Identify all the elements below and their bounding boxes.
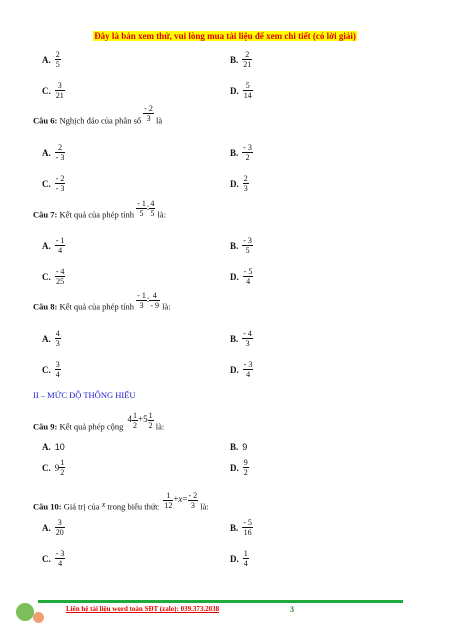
footer-contact: Liên hệ tài liệu word toán SĐT (zalo): 039.373.2038 [66, 605, 220, 613]
expression: $\frac{- 1}{3}$ : $\frac{4}{- 9}$ [137, 291, 160, 310]
fraction: $\frac{- 2}{3}$ [144, 104, 153, 123]
option-a: A. $\frac{2}{5}$ [42, 50, 60, 69]
fraction: $\frac{3}{21}$ [55, 81, 64, 100]
q8-option-c: C. $\frac{3}{4}$ [42, 360, 60, 379]
fraction: $\frac{2}{5}$ [55, 50, 60, 69]
q8-option-b: B. $\frac{- 4}{3}$ [230, 329, 252, 348]
fraction: $\frac{5}{14}$ [243, 81, 252, 100]
q9-option-d: D. $\frac{9}{2}$ [230, 458, 248, 477]
preview-banner [0, 26, 450, 44]
q9-option-c: C. 9 $\frac{1}{2}$ [42, 458, 65, 477]
q8-option-a: A. $\frac{4}{3}$ [42, 329, 60, 348]
question-9: Câu 9: Kết quả phép cộng 4 $\frac{1}{2}$ +5 $\frac{1}{2}$ là: [33, 411, 165, 432]
question-6: Câu 6: Nghịch đảo của phân số $\frac{- 2}{3}$ là [33, 104, 163, 126]
q6-option-d: D. $\frac{2}{3}$ [230, 174, 248, 193]
question-8: Câu 8: Kết quả của phép tính $\frac{- 1}{3}$ : $\frac{4}{- 9}$ là: [33, 291, 171, 312]
q7-option-d: D. $\frac{- 5}{4}$ [230, 267, 253, 286]
q10-option-a: A. $\frac{3}{20}$ [42, 518, 64, 537]
question-7: Câu 7: Kết quả của phép tính $\frac{- 1}{5}$ : $\frac{4}{5}$ là: [33, 199, 166, 220]
section-heading: II – MỨC ĐỘ THÔNG HIỂU [33, 390, 136, 400]
option-b: B. $\frac{2}{21}$ [230, 50, 252, 69]
q7-option-b: B. $\frac{- 3}{5}$ [230, 236, 252, 255]
q8-option-d: D. $\frac{- 3}{4}$ [230, 360, 253, 379]
footer-divider [38, 600, 403, 603]
q10-option-b: B. $\frac{- 5}{16}$ [230, 518, 252, 537]
question-10: Câu 10: Giá trị của x trong biểu thức $\frac{1}{12}$ +x= $\frac{- 2}{3}$ là: [33, 491, 209, 512]
q6-option-a: A. $\frac{2}{- 3}$ [42, 143, 65, 162]
logo-dot-icon [33, 612, 44, 623]
fraction: $\frac{2}{21}$ [243, 50, 252, 69]
option-d: D. $\frac{5}{14}$ [230, 81, 252, 100]
option-c: C. $\frac{3}{21}$ [42, 81, 64, 100]
q9-option-b: B. 9 [230, 442, 248, 452]
page-number: 3 [290, 605, 294, 614]
expression: $\frac{- 1}{5}$ : $\frac{4}{5}$ [137, 199, 155, 218]
q6-option-b: B. $\frac{- 3}{2}$ [230, 143, 252, 162]
expression: $\frac{1}{12}$ +x= $\frac{- 2}{3}$ [164, 491, 198, 510]
q10-option-c: C. $\frac{- 3}{4}$ [42, 549, 65, 568]
preview-banner-text: Đây là bản xem thử, vui lòng mua tài liệu để xem chi tiết (có lời giải) [94, 31, 356, 41]
q6-option-c: C. $\frac{- 2}{- 3}$ [42, 174, 65, 193]
q9-option-a: A. 10 [42, 442, 65, 452]
q7-option-a: A. $\frac{- 1}{4}$ [42, 236, 65, 255]
q10-option-d: D. $\frac{1}{4}$ [230, 549, 248, 568]
q7-option-c: C. $\frac{- 4}{25}$ [42, 267, 65, 286]
logo-icon [16, 603, 34, 621]
expression: 4 $\frac{1}{2}$ +5 $\frac{1}{2}$ [127, 411, 153, 430]
